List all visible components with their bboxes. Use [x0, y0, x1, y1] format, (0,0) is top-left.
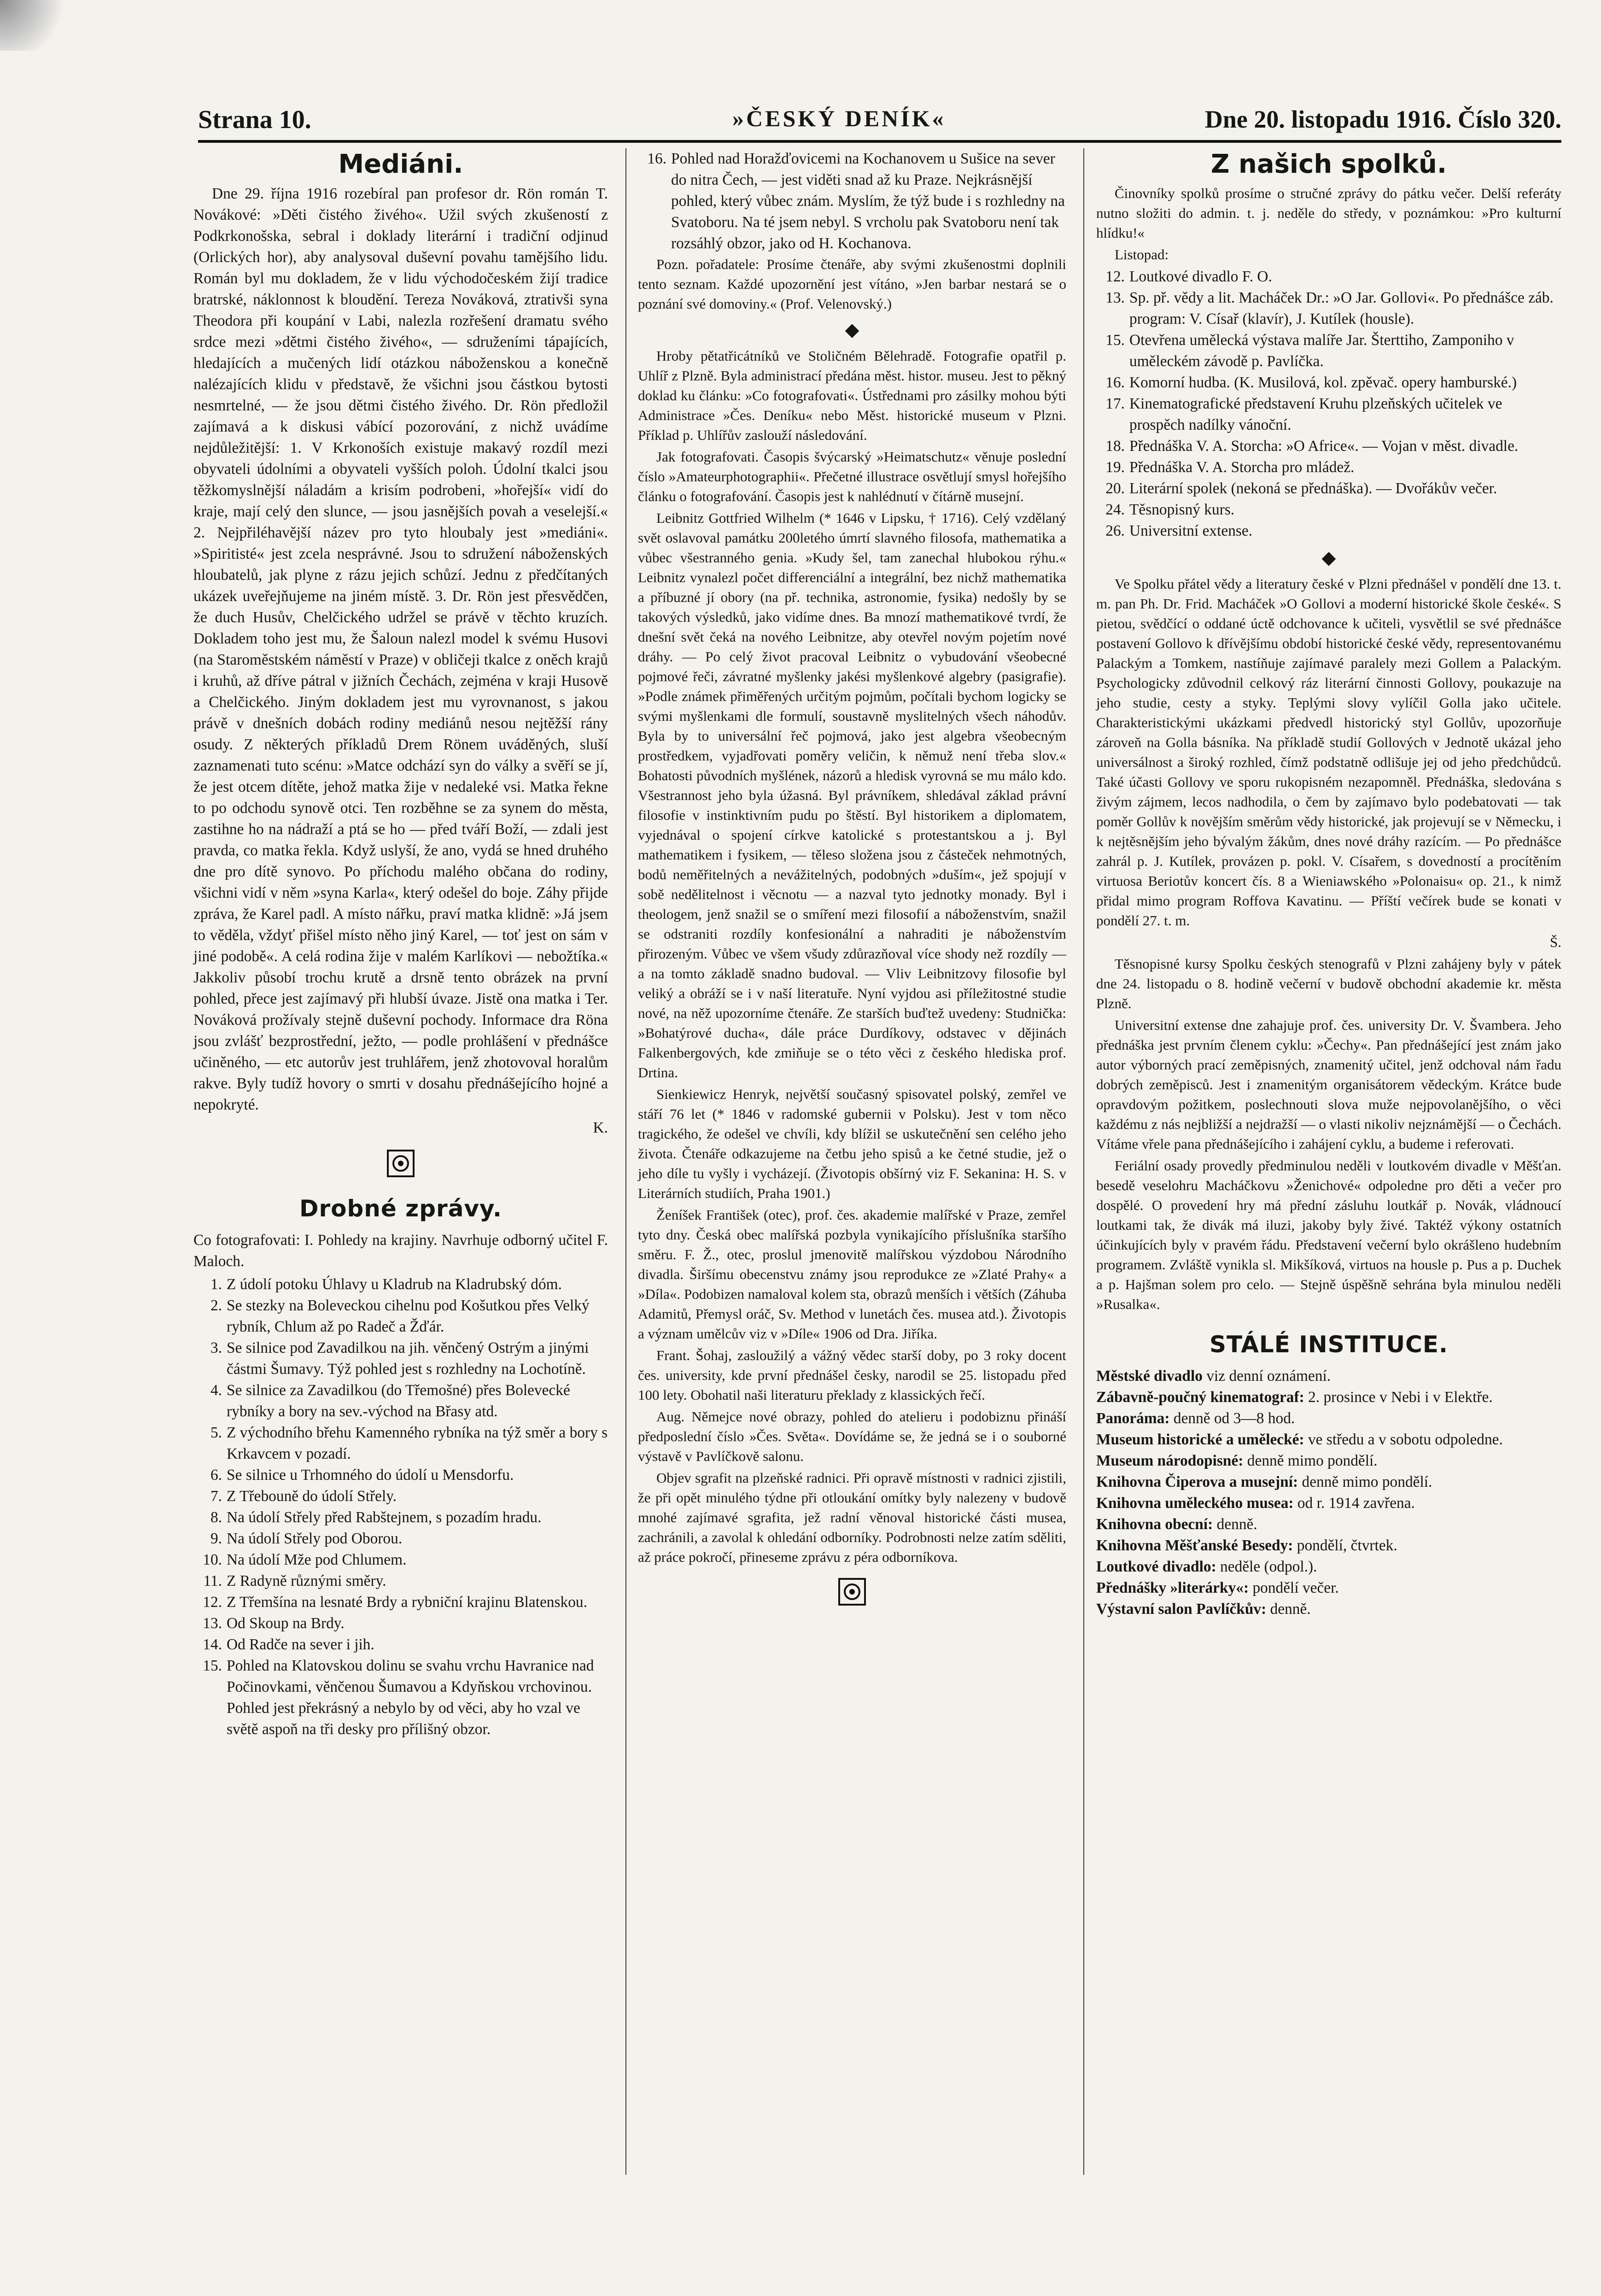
list-item: 13. Od Skoup na Brdy. [203, 1615, 345, 1632]
list-item: Knihovna Měšťanské Besedy: pondělí, čtvrtek. [1096, 1537, 1397, 1554]
editor-note: Pozn. pořadatele: Prosíme čtenáře, aby svými zkušenostmi doplnili tento seznam. Každé upozornění jest vítáno, »Jen barbar nestará se o poznání své domoviny.« (Prof. Velenovský.) [638, 256, 1066, 312]
list-item: 15. Pohled na Klatovskou dolinu se svahu vrchu Havranice nad Počinovkami, věnčenou Šumavou a Kdyňskou vrchovinou. Pohled jest překrásný a nebylo by od věci, aby ho vzal ve světě aspoň na tři desky pro přílišný obzor. [203, 1657, 594, 1738]
institutions-list [1096, 1366, 1561, 1620]
list-item: Výstavní salon Pavlíčkův: denně. [1096, 1601, 1311, 1618]
list-item: Městské divadlo viz denní oznámení. [1096, 1367, 1331, 1385]
month-label: Listopad: [1115, 246, 1169, 263]
list-item: Museum národopisné: denně mimo pondělí. [1096, 1452, 1378, 1469]
list-item: Přednášky »literárky«: pondělí večer. [1096, 1579, 1339, 1596]
list-item: 18. Přednáška V. A. Storcha: »O Africe«. — Vojan v měst. divadle. [1105, 438, 1519, 455]
spolky-intro: Činovníky spolků prosíme o stručné zprávy do pátku večer. Delší referáty nutno složiti do admin. t. j. neděle do středy, v poznámkou: »Pro kulturní hlídku!« [1096, 185, 1561, 241]
article-ferialni: Feriální osady provedly předminulou neděli v loutkovém divadle v Měšťan. besedě veselohru Macháčkovu »Ženichové« odpoledne pro děti a večer pro dospělé. O provedení hry má přední zásluhu loutkář p. Novák, vládnoucí loutkami tak, že divák má iluzi, jakoby byly živé. Taktéž výkony ostatních účinkujících byly v pravém řádu. Představení večerní bylo okrášleno hudebním programem. Zvláště vynikla sl. Mikšíková, virtuos na housle p. Pus a p. Duchek a p. Hajšman solem pro celo. — Stejně úspěšně sehrána byla minulou neděli »Rusalka«. [1096, 1157, 1561, 1312]
list-item: 5. Z východního břehu Kamenného rybníka na týž směr a bory s Krkavcem v pozadí. [210, 1424, 608, 1462]
ornament-icon [837, 1577, 867, 1607]
masthead [198, 105, 1561, 137]
list-item: 26. Universitní extense. [1105, 522, 1253, 539]
article-tesnopis: Těsnopisné kursy Spolku českých stenografů v Plzni zahájeny byly v pátek dne 24. listopadu o 8. hodině večerní v budově obchodní akademie kr. města Plzně. [1096, 956, 1561, 1011]
list-item: 10. Na údolí Mže pod Chlumem. [203, 1551, 407, 1568]
ornament-icon [386, 1149, 415, 1178]
column-2 [638, 148, 1066, 1611]
photo-spots-list-cont [638, 148, 1066, 254]
list-item: Museum historické a umělecké: ve středu a v sobotu odpoledne. [1096, 1431, 1503, 1448]
list-item: 3. Se silnice pod Zavadilkou na jih. věnčený Ostrým a jinými částmi Šumavy. Týž pohled jest s rozhledny na Lochotíně. [210, 1339, 589, 1378]
article-mediani: Dne 29. října 1916 rozebíral pan profesor dr. Rön román T. Novákové: »Děti čistého živého«. Užil svých zkušeností z Podkrkonošska, sebral i doklady literární i tradiční odjinud (Orlických hor), aby analysoval duševní povahu tamějšího lidu. Román byl mu dokladem, že v lidu východočeském žijí tradice bratrské, náklonnost k bloudění. Tereza Nováková, ztrativši syna Theodora při koupání v Labi, nalezla rozřešení dramatu svého srdce mezi »dětmi čistého živého«, — sdruženími tápajících, hledajících a mučených lidí otázkou náboženskou a konečně nalézajících klidu v představě, že všichni jsou částkou bytosti nesmrtelné, — že jsou dětmi čistého živého. Dr. Rön předložil zajímavá a k diskusi vábící pozorování, z nichž uvádíme nejdůležitější: 1. V Krkonoších existuje makavý rozdíl mezi obyvateli údolními a obyvateli vyšších poloh. Údolní tkalci jsou těžkomyslnější náladám a krisím podrobeni, »hořejší« vidí do kraje, mají celý den slunce, — jsou jasnějších povah a veselejší.« 2. Nejpřiléhavější název pro tyto hloubaly jest »mediáni«. »Spiritisté« jest zcela nesprávné. Jsou to sdružení náboženských hloubatelů, jak plyne z rázu jejich schůzí. Jednu z předčítaných ukázek uveřejňujeme na jiném místě. 3. Dr. Rön jest přesvědčen, že duch Husův, Chelčického udržel se právě v těchto kruzích. Dokladem toho jest mu, že Šaloun nalezl model k svému Husovi (na Staroměstském náměstí v Praze) v obličeji tkalce z oněch krajů i kruhů, až dříve pátral v jižních Čechách, zejména v kraji Husově a Chelčického. Jiným dokladem jest mu vyrovnanost, s jakou právě v dnešních dobách rodiny mediánů nesou nejtěžší rány osudy. Z některých příkladů Drem Rönem uváděných, sluší zaznamenati tuto scénu: »Matce odchází syn do války a svěří se jí, že jest otcem dítěte, jehož matka žije v nedaleké vsi. Matka řekne to po odchodu synově otci. Ten rozběhne se za synem do města, zastihne ho na nádraží a ptá se ho — před tváří Boží, — zdali jest pravda, co matka řekla. Když uslyší, že ano, vydá se hned druhého dne pro dítě synovo. Po příchodu malého občana do rodiny, všichni vidí v něm »syna Karla«, který odešel do boje. Záhy přijde zpráva, že Karel padl. A místo nářku, praví matka klidně: »Já jsem to věděla, vždyť přišel místo něho jiný Karel, — toť jest on sám v jiné podobě«. A celá rodina žije v malém Karlíkovi — nebožtíka.« Jakkoliv působí trochu krutě a drsně tento obrázek na první pohled, přece jest zajímavý při hlubší úvaze. Jistě ona matka i Ter. Nováková prožívaly stejně duševní pochody. Informace dra Röna jsou zvlášť bezprostřední, ježto, — podle prohlášení v přednášce učiněného, — etc autorův jest truhlářem, jenž zhotovoval horalům rakve. Byly tudíž hovory o smrti v dosahu přednášejícího hojné a nepokryté. [193, 185, 608, 1113]
drobne-intro: Co fotografovati: I. Pohledy na krajiny. Navrhuje odborný učitel F. Maloch. [193, 1232, 608, 1270]
list-item: 2. Se stezky na Boleveckou cihelnu pod Košutkou přes Velký rybník, Chlum až po Radeč a Žďár. [210, 1297, 590, 1335]
list-item: 12. Z Třemšína na lesnaté Brdy a rybniční krajinu Blatenskou. [203, 1594, 587, 1611]
masthead-rule [198, 140, 1561, 143]
list-item: 8. Na údolí Střely před Rabštejnem, s pozadím hradu. [210, 1509, 542, 1526]
list-item: 9. Na údolí Střely pod Oborou. [210, 1530, 403, 1547]
column-divider [1083, 148, 1084, 2175]
article-sgrafita: Objev sgrafit na plzeňské radnici. Při opravě místnosti v radnici zjistili, že při opět minulého týdne při otloukání omítky byly nalezeny v budově mnohé zajímavé sgrafita, jež radní věnoval historické části musea, zachránili, a zavolal k ohledání odborníky. Podrobnosti nelze zatím sděliti, až práce pokročí, přineseme zprávu z péra odborníkova. [638, 1470, 1066, 1565]
photo-spots-list [193, 1274, 608, 1740]
issue-date: Dne 20. listopadu 1916. Číslo 320. [1204, 105, 1561, 133]
column-divider [625, 148, 626, 2175]
list-item: 14. Od Radče na sever i jih. [203, 1636, 374, 1653]
article-goll: Ve Spolku přátel vědy a literatury české v Plzni přednášel v pondělí dne 13. t. m. pan Ph. Dr. Frid. Macháček »O Gollovi a moderní historické škole české«. S pietou, svědčící o oddané úctě odchovance k učiteli, vysvětlil se své přednášce postavení Gollovo k dřívějšímu období historické české vědy, representovanému Palackým a Tomkem, nastíňuje zajímavé paralely mezi Gollem a Palackým. Psychologicky zdůvodnil celkový ráz literární činnosti Gollovy, poukazuje na jeho studie, cesty a styky. Teplými slovy vylíčil Golla jako učitele. Charakteristickými ukázkami předvedl historický styl Gollův, upozorňuje zároveň na Golla básníka. Na příkladě studií Gollových v Jednotě ukázal jeho universálnost a široký rozhled, čímž podstatně odlišuje jej od jeho předchůdců. Také účasti Gollovy ve sporu rukopisném nezapomněl. Přednáška, sledována s živým zájmem, lecos nadhodila, o čem by zajímavo bylo podebatovati — tak poměr Gollův k novějším směrům vědy historické, jak projevují se v Německu, i k nejtěsnějším jeho bývalým žákům, dnes nové dráhy razícím. — Po přednášce zahrál p. J. Kutílek, provázen p. pokl. V. Císařem, s dovedností a procítěním virtuosa Beriotův koncert čís. 8 a Wieniawského »Polonaisu« op. 21., k nimž přidal mimo program Roffova Kavatinu. — Příští večírek bude se konati v pondělí 27. t. m. [1096, 576, 1561, 929]
list-item: 17. Kinematografické představení Kruhu plzeňských učitelek ve prospěch nadílky vánoční. [1105, 395, 1502, 433]
list-item: 15. Otevřena umělecká výstava malíře Jar. Šterttiho, Zamponiho v uměleckém závodě p. Pavlíčka. [1105, 332, 1514, 370]
list-item: 11. Z Radyně různými směry. [203, 1572, 386, 1589]
list-item: Loutkové divadlo: neděle (odpol.). [1096, 1558, 1317, 1575]
column-1 [193, 148, 608, 1740]
section-heading-spolky: Z našich spolků. [1210, 149, 1447, 179]
separator-dot: ◆ [1321, 547, 1336, 568]
list-item: Knihovna Čiperova a musejní: denně mimo pondělí. [1096, 1473, 1432, 1490]
list-item: 12. Loutkové divadlo F. O. [1105, 268, 1272, 285]
section-heading-drobne: Drobné zprávy. [299, 1195, 503, 1222]
scan-corner-smudge [0, 0, 69, 51]
article-hroby: Hroby pětatřicátníků ve Stoličném Bělehradě. Fotografie opatřil p. Uhlíř z Plzně. Byla administrací předána měst. histor. museu. Jest to pěkný doklad ku článku: »Co fotografovati«. Ústřednami pro zásilky mohou býti Administrace »Čes. Deníku« nebo Měst. historické museum v Plzni. Příklad p. Uhlířův zaslouží následování. [638, 348, 1066, 443]
section-heading-instituce: STÁLÉ INSTITUCE. [1209, 1331, 1449, 1358]
article-sohaj: Frant. Šohaj, zasloužilý a vážný vědec starší doby, po 3 roky docent čes. university, kde první přednášel česky, narodil se 25. listopadu před 100 lety. Obohatil naši literaturu překlady z klassických řečí. [638, 1347, 1066, 1403]
article-leibnitz: Leibnitz Gottfried Wilhelm (* 1646 v Lipsku, † 1716). Celý vzdělaný svět oslavoval památku 200letého úmrtí slavného filosofa, mathematika a vůbec všestranného genia. »Kudy šel, tam zanechal hlubokou rýhu.« Leibnitz vynalezl počet differenciální a integrální, bez nichž mathematika a příbuzné jí obory (na př. technika, astronomie, fysika) nedošly by se takových výsledků, jako vidíme dnes. Ba mnozí mathematikové tvrdí, že dnešní svět čeká na nového Leibnitze, aby otevřel novým pojetím nové dráhy. — Po celý život pracoval Leibnitz o vybudování všeobecné pojmové řeči, závratné myšlenky jakési myšlenkové algebry (pasigrafie). »Podle známek přiměřených určitým pojmům, počítali bychom logicky se svými myšlenkami dle formulí, soustavně myslitelných všech náhodův. Byla by to universální řeč pojmová, jako jest algebra všeobecným prostředkem, vyjadřovati poměry veličin, k němuž není třeba slov.« Bohatosti původních myšlének, názorů a hledisk vyrovná se mu málo kdo. Všestrannost jeho byla úžasná. Byl právníkem, shledával základ právní filosofie v instinktivním pudu po štěstí. Byl historikem a diplomatem, vyjednával o spojení církve katolické s protestantskou a j. Byl mathematikem i fysikem, — těleso složena jsou z částeček nehmotných, bodů neměřitelných a nevážitelných, podobných »duším«, jež spojují v sobě nedělitelnost i věcnotu — a nazval tyto jednotky monady. Byl i theologem, jenž snažil se o smíření mezi filosofií a náboženstvím, snažil se odstraniti rozdíly konfesionální a nahraditi je náboženstvím přirozeným. Vůbec ve všem všudy zdůrazňoval více shody než rozdíly — a na tomto základě snadno budoval. — Vliv Leibnitzovy filosofie byl veliký a obráží se i v naší literatuře. Nyní vyjdou asi příležitostné studie nové, na něž upozorníme čtenáře. Ze starších buďtež uvedeny: Studnička: »Bohatýrové ducha«, dále práce Durdíkovy, odstavec v dějinách Falkenbergových, kde zmiňuje se o této věci z českého hlediska prof. Drtina. [638, 510, 1066, 1081]
list-item: 6. Se silnice u Trhomného do údolí u Mensdorfu. [210, 1466, 514, 1484]
list-item: Zábavně-poučný kinematograf: 2. prosince v Nebi i v Elektře. [1096, 1389, 1493, 1406]
list-item: 24. Těsnopisný kurs. [1105, 501, 1235, 518]
column-3 [1096, 148, 1561, 1620]
list-item: 19. Přednáška V. A. Storcha pro mládež. [1105, 459, 1355, 476]
list-item: 16. Pohled nad Horažďovicemi na Kochanovem u Sušice na sever do nitra Čech, — jest viděti snad až ku Praze. Nejkrásnější pohled, který vůbec znám. Myslím, že týž bude i s rozhledny na Svatoboru. Na té jsem nebyl. S vrcholu pak Svatoboru není tak rozsáhlý obzor, jako od H. Kochanova. [647, 150, 1065, 252]
events-list [1096, 266, 1561, 542]
list-item: 16. Komorní hudba. (K. Musilová, kol. zpěvač. opery hamburské.) [1105, 374, 1517, 391]
list-item: 7. Z Třebouně do údolí Střely. [210, 1488, 397, 1505]
article-zenisek: Ženíšek František (otec), prof. čes. akademie malířské v Praze, zemřel tyto dny. Česká obec malířská pozbyla vynikajícího příslušníka staršího směru. F. Ž., otec, proslul jmenovitě malířskou výzdobou Národního divadla. Širšímu obecenstvu známy jsou reprodukce ze »Zlaté Prahy« a »Díla«. Podobizen namaloval kolem sta, obrazů menších i větších (Záhuba Adamitů, Přemysl oráč, Sv. Method v lunetách čes. musea atd.). Životopis a význam umělcův viz v »Díle« 1906 od Dra. Jiříka. [638, 1207, 1066, 1342]
list-item: Panoráma: denně od 3—8 hod. [1096, 1410, 1295, 1427]
list-item: Knihovna obecní: denně. [1096, 1516, 1257, 1533]
list-item: 20. Literární spolek (nekoná se přednáška). — Dvořákův večer. [1105, 480, 1497, 497]
article-nemejc: Aug. Němejce nové obrazy, pohled do atelieru i podobiznu přináší předposlední číslo »Čes. Světa«. Dovídáme se, že jedná se i o souborné výstavě v Pavlíčkově salonu. [638, 1408, 1066, 1464]
article-signature: K. [593, 1119, 608, 1136]
article-sienkiewicz: Sienkiewicz Henryk, největší současný spisovatel polský, zemřel ve stáří 76 let (* 1846 v radomské gubernii v Polsku). Jest v tom něco tragického, že odešel ve chvíli, kdy blížil se uskutečnění sen celého jeho života. Čtenáře odkazujeme na četbu jeho spisů a ke četné studie, jež o jeho díle tu vyšly i vycházejí. (Životopis obšírný viz F. Sekanina: H. S. v Literárních studiích, Praha 1901.) [638, 1086, 1066, 1201]
page-number: Strana 10. [198, 105, 311, 134]
list-item: 13. Sp. př. vědy a lit. Macháček Dr.: »O Jar. Gollovi«. Po přednášce záb. program: V. Císař (klavír), J. Kutílek (housle). [1105, 289, 1554, 327]
separator-dot: ◆ [845, 319, 859, 340]
list-item: 1. Z údolí potoku Úhlavy u Kladrub na Kladrubský dóm. [210, 1276, 562, 1293]
newspaper-title: »ČESKÝ DENÍK« [732, 105, 946, 131]
article-jak-fotografovati: Jak fotografovati. Časopis švýcarský »Heimatschutz« věnuje poslední číslo »Amateurphotographii«. Přečetné illustrace osvětlují smysl hořejšího článku o fotografování. Časopis jest k nahlédnutí v čítárně musejní. [638, 449, 1066, 504]
article-extense: Universitní extense dne zahajuje prof. čes. university Dr. V. Švambera. Jeho přednáška jest prvním členem cyklu: »Čechy«. Pan přednášející jest znám jako autor výborných prací zeměpisných, znamenitý učitel, jenž odchoval nám řadu dobrých zeměpisců. Jest i znamenitým organisátorem vědeckým. Krátce bude opravdovým požitkem, poslechnouti slova muže nejpovolanějšího, o věci každému z nás nejbližší a nejdražší — o vlasti nikoliv nejznámější — o Čechách. Vítáme vřele pana přednášejícího i zahájení cyklu, a budeme i referovati. [1096, 1017, 1561, 1152]
article-signature: Š. [1550, 934, 1561, 950]
list-item: Knihovna uměleckého musea: od r. 1914 zavřena. [1096, 1495, 1415, 1512]
section-heading-mediani: Mediáni. [338, 149, 463, 179]
list-item: 4. Se silnice za Zavadilkou (do Třemošné) přes Bolevecké rybníky a bory na sev.-východ na Břasy atd. [210, 1382, 570, 1420]
